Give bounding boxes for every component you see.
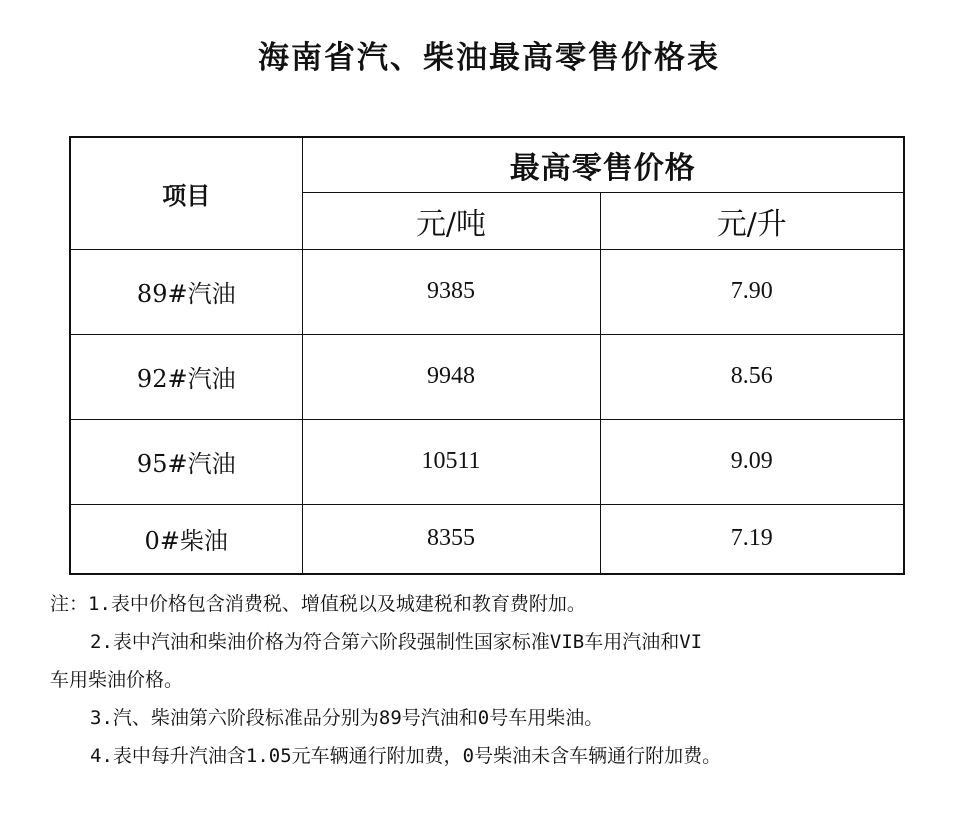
price-table bbox=[69, 136, 905, 575]
price-per-ton: 10511 bbox=[302, 419, 600, 504]
note-2: 2.表中汽油和柴油价格为符合第六阶段强制性国家标准VIB车用汽油和VI bbox=[90, 631, 703, 653]
fuel-name: 89#汽油 bbox=[70, 249, 302, 334]
table-row bbox=[70, 504, 904, 574]
header-price: 最高零售价格 bbox=[302, 137, 904, 192]
note-1: 注：1.表中价格包含消费税、增值税以及城建税和教育费附加。 bbox=[50, 593, 586, 615]
table-row bbox=[70, 419, 904, 504]
fuel-name: 0#柴油 bbox=[70, 504, 302, 574]
price-per-ton: 9948 bbox=[302, 334, 600, 419]
note-2-continued: 车用柴油价格。 bbox=[50, 669, 184, 691]
notes-section bbox=[50, 585, 940, 775]
page-title: 海南省汽、柴油最高零售价格表 bbox=[258, 40, 720, 76]
price-per-liter: 7.90 bbox=[600, 249, 904, 334]
price-per-liter: 8.56 bbox=[600, 334, 904, 419]
price-per-liter: 9.09 bbox=[600, 419, 904, 504]
price-per-ton: 8355 bbox=[302, 504, 600, 574]
fuel-name: 92#汽油 bbox=[70, 334, 302, 419]
note-4: 4.表中每升汽油含1.05元车辆通行附加费，0号柴油未含车辆通行附加费。 bbox=[90, 745, 722, 767]
table-row bbox=[70, 334, 904, 419]
fuel-name: 95#汽油 bbox=[70, 419, 302, 504]
note-3: 3.汽、柴油第六阶段标准品分别为89号汽油和0号车用柴油。 bbox=[90, 707, 604, 729]
table-row bbox=[70, 249, 904, 334]
table-header-row bbox=[70, 137, 904, 192]
price-per-liter: 7.19 bbox=[600, 504, 904, 574]
header-unit-liter: 元/升 bbox=[600, 192, 904, 249]
header-item: 项目 bbox=[70, 137, 302, 249]
header-unit-ton: 元/吨 bbox=[302, 192, 600, 249]
price-per-ton: 9385 bbox=[302, 249, 600, 334]
